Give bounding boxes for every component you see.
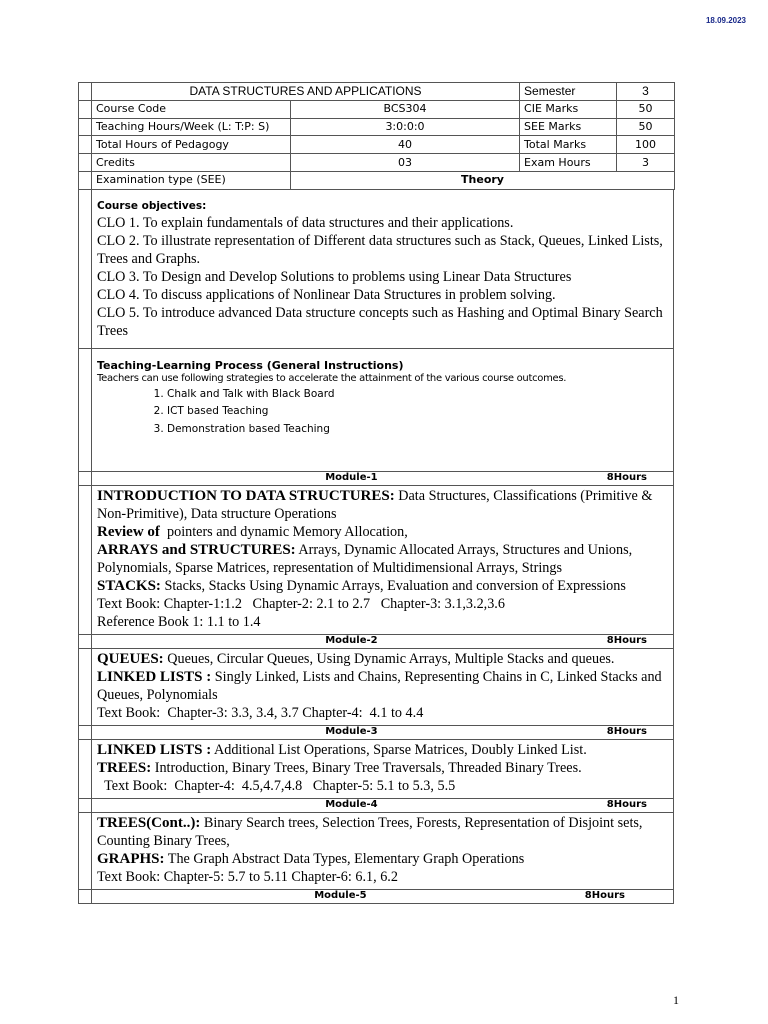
header-row [79, 100, 675, 118]
topic-text: Additional List Operations, Sparse Matrices, Doubly Linked List. [211, 741, 587, 758]
row-label: Credits [92, 154, 291, 172]
module-hours: 8Hours [606, 726, 647, 738]
module-content-row [79, 485, 674, 634]
list-item: 1. Chalk and Talk with Black Board [167, 386, 669, 404]
topic-text: Reference Book 1: 1.1 to 1.4 [97, 613, 261, 630]
topic-text: Text Book: Chapter-1:1.2 Chapter-2: 2.1 to 2.7 Chapter-3: 3.1,3.2,3.6 [97, 595, 505, 612]
module-content-row [79, 739, 674, 798]
gutter-cell [79, 634, 92, 648]
module-title: Module-5 [314, 890, 367, 902]
objective-item: CLO 3. To Design and Develop Solutions to problems using Linear Data Structures [97, 268, 572, 285]
topic-text: Data Structures, Classifications (Primitive & Non-Primitive), Data structure Operations [97, 487, 656, 522]
topic-heading: Review of [97, 523, 160, 540]
module-line [97, 487, 669, 523]
gutter-cell [79, 471, 92, 485]
topic-text: Text Book: Chapter-3: 3.3, 3.4, 3.7 Chapter-4: 4.1 to 4.4 [97, 704, 424, 721]
list-item: 3. Demonstration based Teaching [167, 421, 669, 439]
modules-table [78, 471, 674, 904]
gutter-cell [79, 798, 92, 812]
header-row [79, 154, 675, 172]
module-line [97, 777, 669, 795]
gutter-cell [79, 725, 92, 739]
topic-text: Singly Linked, Lists and Chains, Representing Chains in C, Linked Stacks and Queues, Polynomials [97, 668, 666, 703]
gutter-cell [79, 189, 92, 348]
topic-heading: GRAPHS: [97, 850, 165, 867]
module-header-row [79, 725, 674, 739]
module-header-row [79, 471, 674, 485]
topic-heading: QUEUES: [97, 650, 164, 667]
header-row [79, 136, 675, 154]
gutter-cell [79, 739, 92, 798]
module-title: Module-2 [325, 635, 378, 647]
syllabus-sheet [78, 82, 674, 904]
row-label: Course Code [92, 100, 291, 118]
module-line [97, 704, 669, 722]
topic-heading: TREES(Cont..): [97, 814, 201, 831]
gutter-cell [79, 154, 92, 172]
page-number: 1 [673, 993, 679, 1007]
topic-heading: LINKED LISTS : [97, 668, 212, 685]
gutter-cell [79, 136, 92, 154]
gutter-cell [79, 171, 92, 189]
topic-text: pointers and dynamic Memory Allocation, [159, 523, 408, 540]
topic-text: Arrays, Dynamic Allocated Arrays, Structures and Unions, Polynomials, Sparse Matrices, representation of Multidimensional Arrays, Strings [97, 541, 636, 576]
course-objectives [92, 189, 674, 348]
module-hours: 8Hours [606, 799, 647, 811]
topic-text: Text Book: Chapter-4: 4.5,4.7,4.8 Chapter-5: 5.1 to 5.3, 5.5 [97, 777, 456, 794]
semester-value: 3 [617, 83, 675, 101]
teaching-learning-process [92, 348, 674, 471]
row-label: Total Hours of Pedagogy [92, 136, 291, 154]
semester-label: Semester [520, 83, 617, 101]
module-line [97, 868, 669, 886]
module-header [92, 889, 674, 903]
gutter-cell [79, 889, 92, 903]
module-content [92, 739, 674, 798]
marks-value: 50 [617, 100, 675, 118]
header-row [79, 118, 675, 136]
module-hours: 8Hours [606, 472, 647, 484]
module-content [92, 485, 674, 634]
module-line [97, 668, 669, 704]
module-line [97, 741, 669, 759]
objective-item: CLO 4. To discuss applications of Nonlinear Data Structures in problem solving. [97, 286, 556, 303]
course-title: DATA STRUCTURES AND APPLICATIONS [92, 83, 520, 101]
objective-item: CLO 1. To explain fundamentals of data structures and their applications. [97, 214, 514, 231]
module-title: Module-3 [325, 726, 378, 738]
topic-heading: INTRODUCTION TO DATA STRUCTURES: [97, 487, 395, 504]
module-line [97, 650, 669, 668]
marks-label: CIE Marks [520, 100, 617, 118]
exam-type-label: Examination type (SEE) [92, 171, 291, 189]
gutter-cell [79, 348, 92, 471]
module-header [92, 725, 674, 739]
topic-heading: TREES: [97, 759, 152, 776]
objective-item: CLO 5. To introduce advanced Data structure concepts such as Hashing and Optimal Binary Search Trees [97, 304, 663, 339]
marks-value: 3 [617, 154, 675, 172]
marks-label: Total Marks [520, 136, 617, 154]
teaching-heading: Teaching-Learning Process (General Instructions) [97, 358, 404, 372]
course-header-table [78, 82, 675, 190]
objective-item: CLO 2. To illustrate representation of Different data structures such as Stack, Queues, Linked Lists, Trees and Graphs. [97, 232, 663, 267]
topic-text: Introduction, Binary Trees, Binary Tree Traversals, Threaded Binary Trees. [151, 759, 582, 776]
gutter-cell [79, 485, 92, 634]
module-content [92, 812, 674, 889]
module-header-row [79, 634, 674, 648]
topic-text: Binary Search trees, Selection Trees, Forests, Representation of Disjoint sets, Counting Binary Trees, [97, 814, 647, 849]
module-line [97, 613, 669, 631]
module-line [97, 523, 669, 541]
module-header-row [79, 889, 674, 903]
module-header [92, 798, 674, 812]
objectives-table [78, 189, 674, 472]
module-title: Module-1 [325, 472, 378, 484]
marks-label: SEE Marks [520, 118, 617, 136]
module-content [92, 648, 674, 725]
exam-type-value: Theory [291, 171, 675, 189]
marks-label: Exam Hours [520, 154, 617, 172]
document-date: 18.09.2023 [705, 16, 746, 25]
gutter-cell [79, 648, 92, 725]
topic-heading: LINKED LISTS : [97, 741, 212, 758]
gutter-cell [79, 118, 92, 136]
module-line [97, 759, 669, 777]
gutter-cell [79, 100, 92, 118]
module-header-row [79, 798, 674, 812]
marks-value: 50 [617, 118, 675, 136]
topic-text: Queues, Circular Queues, Using Dynamic Arrays, Multiple Stacks and queues. [163, 650, 615, 667]
module-header [92, 634, 674, 648]
module-title: Module-4 [325, 799, 378, 811]
module-line [97, 850, 669, 868]
objectives-heading: Course objectives: [97, 199, 207, 212]
module-hours: 8Hours [606, 635, 647, 647]
row-value: BCS304 [291, 100, 520, 118]
teaching-list [97, 386, 669, 439]
title-row [79, 83, 675, 101]
gutter-cell [79, 83, 92, 101]
module-line [97, 595, 669, 613]
row-label: Teaching Hours/Week (L: T:P: S) [92, 118, 291, 136]
marks-value: 100 [617, 136, 675, 154]
module-line [97, 577, 669, 595]
module-line [97, 541, 669, 577]
topic-text: The Graph Abstract Data Types, Elementary Graph Operations [164, 850, 525, 867]
topic-text: Text Book: Chapter-5: 5.7 to 5.11 Chapter-6: 6.1, 6.2 [97, 868, 398, 885]
gutter-cell [79, 812, 92, 889]
module-content-row [79, 648, 674, 725]
module-header [92, 471, 674, 485]
row-value: 3:0:0:0 [291, 118, 520, 136]
module-line [97, 814, 669, 850]
list-item: 2. ICT based Teaching [167, 403, 669, 421]
exam-type-row [79, 171, 675, 189]
row-value: 03 [291, 154, 520, 172]
teaching-intro: Teachers can use following strategies to accelerate the attainment of the various course outcomes. [97, 372, 567, 384]
topic-heading: STACKS: [97, 577, 161, 594]
topic-heading: ARRAYS and STRUCTURES: [97, 541, 296, 558]
topic-text: Stacks, Stacks Using Dynamic Arrays, Evaluation and conversion of Expressions [160, 577, 626, 594]
module-content-row [79, 812, 674, 889]
row-value: 40 [291, 136, 520, 154]
module-hours: 8Hours [584, 890, 625, 902]
